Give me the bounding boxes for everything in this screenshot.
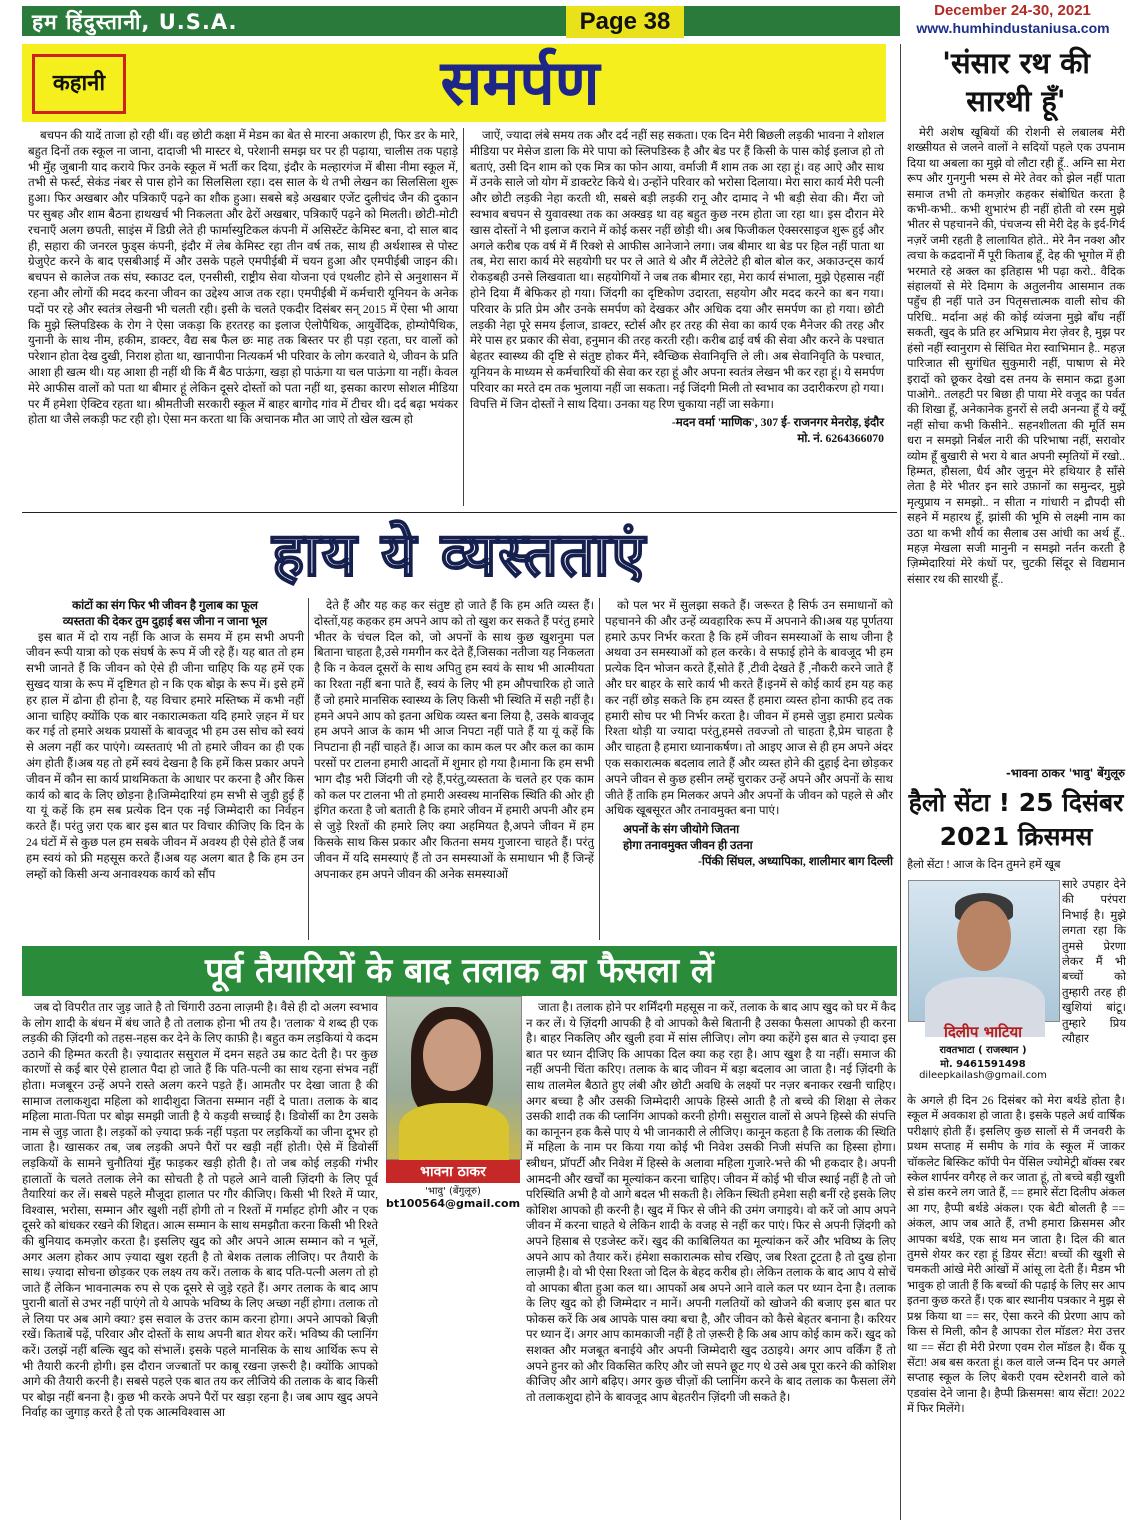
author-caption-bhavna: [386, 1160, 520, 1218]
story2-subhead-2: व्यस्तता की देकर तुम दुहाई बस जीना न जाना भूल: [62, 614, 268, 628]
poem-title: [905, 44, 1127, 120]
santa-headline: [905, 786, 1127, 854]
story1-phone: मो. नं. 6264366070: [797, 432, 884, 446]
santa-body-text: के अगले ही दिन 26 दिसंबर को मेरा बर्थडे होता है। स्कूल में अवकाश हो जाता है। इसके पहले अर्ध वार्षिक परीक्षाएं होती हैं। इसलिए कुछ सालों से मैं जनवरी के प्रथम सप्ताह में समीप के गांव के स्कूल में जाकर चॉकलेट बिस्किट कॉपी पेन पेंसिल ज्योमेट्री बॉक्स रबर स्केल शार्पनर वगैरह ले कर जाता हूं, तो बच्चे बड़ी खुशी से डांस करने लग जाते हैं, == हमारे सेंटा दिलीप अंकल आ गए, हैप्पी बर्थडे अंकल। एक बेटी बोलती है == अंकल, आप जब आते हैं, तभी हमारा क्रिसमस और आपका बर्थडे, एक साथ मन जाता है। दिल की बात तुमसे शेयर कर रहा हूं डियर सेंटा! बच्चों की खुशी से चमकती आंखे मेरी आंखों में आंसू ला देती हैं। मैडम भी भावुक हो जाती हैं कि बच्चों की पढ़ाई के लिए सर आप इतना कुछ करते हैं। एक बार स्थानीय पत्रकार ने मुझ से प्रश्न किया था == सर, ऐसा करने की प्रेरणा आप को किस से मिली, कौन है आपका रोल मॉडल? मेरा उत्तर था == सेंटा ही मेरी प्रेरणा एवम रोल मॉडल है। थैंक यू सेंटा! अब बस करता हूं। कल वाले जन्म दिन पर अगले सप्ताह स्कूल के लिए बेकरी एवम स्टेशनरी वाले को एडवांस देने जाना है। हैप्पी क्रिसमस! बाय सेंटा! 2022 में फिर मिलेंगे।: [907, 1095, 1125, 1416]
story2-col1-text: इस बात में दो राय नहीं कि आज के समय में हम सभी अपनी जीवन रूपी यात्रा को एक संघर्ष के रूप में जी रहे हैं। यह बात तो हम सभी जानते हैं कि जीवन को ऐसे ही जीना चाहिए कि यह हमें एक सुखद यात्रा के रूप में दृष्टिगत हो न कि एक बोझ के रूप में। इसे हमें हर हाल में ढोना ही होना है, यह विचार हमारे मस्तिष्क में कभी नहीं आना चाहिए क्योंकि एक बार नकारात्मकता यदि हमारे ज़हन में घर कर गई तो हमारे अथक प्रयासों के बावजूद भी हम उस सोच को स्वयं से अलग नहीं कर पाएंगे। व्यस्तताएं भी तो हमारे जीवन का ही एक अंग होती हैं।अब यह तो हमें स्वयं देखना है कि हमें किस प्रकार अपने जीवन में कौन सा कार्य प्राथमिकता के आधार पर करना है और किस कार्य को बाद के लिए छोड़ना है।जिम्मेदारियां हम सभी से जुड़ी हुई हैं या यूं कहें कि हम सब प्रत्येक दिन एक नई जिम्मेदारी का निर्वहन करते हैं। परंतु ज़रा एक बार इस बात पर विचार कीजिए कि दिन के 24 घंटों में से कुछ पल हम सबके जीवन में अवश्य ही ऐसे होते हैं जब हम स्वयं को फ्री महसूस करते हैं।अब यह अलग बात है कि हम उन लम्हों को किसी अन्य अनावश्यक कार्य को सौंप: [26, 630, 304, 881]
sidebar-divider: [900, 44, 901, 1520]
section-divider: [22, 512, 897, 513]
santa-side-column: [1062, 878, 1126, 1090]
caption-name: भावना ठाकर: [386, 1160, 520, 1183]
story2-col3-text: को पल भर में सुलझा सकते हैं। जरूरत है सिर्फ उन समाधानों को पहचानने की और उन्हें व्यवहारिक रूप में अपनाने की।अब यह पूर्णतया हमारे ऊपर निर्भर करता है कि हमें जीवन समस्याओं के साथ जीना है अथवा उन समस्याओं को हल करके। वे सफाई होने के बावजूद भी हम प्रत्येक दिन भोजन करते हैं,सोते हैं ,टीवी देखते हैं ,नौकरी करने जाते हैं और घर बाहर के सारे कार्य भी करते हैं।इनमें से कोई कार्य हम यह कह कर नहीं छोड़ सकते कि हम व्यस्त हैं हमारा व्यस्त होना काफी हद तक हमारी सोच पर भी निर्भर करता है। जीवन में हमसे जुड़ा हमारा प्रत्येक रिश्ता थोड़ी या ज्यादा परंतु,हमसे तवज्जो तो चाहता है,प्रेम चाहता है और चाहता है हमारा ध्यानाकर्षण। तो आइए आज से ही हम अपने अंदर एक सकारात्मक बदलाव लाते हैं और व्यस्त होने की दुहाई देना छोड़कर अपने जीवन से कुछ हसीन लम्हें चुराकर उन्हें अपने और अपनों के साथ जीते हैं ताकि हम मिलकर अपने और अपनों के जीवन को पहले से और अधिक खूबसूरत और तनावमुक्त बना पाएं।: [605, 599, 893, 818]
santa-side-text: सारे उपहार देने की परंपरा निभाई है। मुझे लगता रहा कि तुमसे प्रेरणा लेकर मैं भी बच्चों को तुम्हारी तरह ही खुशियां बांटू।तुम्हारे प्रिय त्यौहार: [1062, 879, 1126, 1046]
story3-col1-text: जब दो विपरीत तार जुड़ जाते है तो चिंगारी उठना लाज़मी है। वैसे ही दो अलग स्वभाव के लोग शादी के बंधन में बंध जाते है तो तलाक होना भी तय है। 'तलाक' ये शब्द ही एक लड़की की ज़िंदगी को तहस-नहस कर देने के लिए काफ़ी है। बहुत कम लड़कियां ये कदम उठाने की हिम्मत करती है। ज़्यादातर ससुराल में दमन सहते उम्र काट देती है। पर कुछ कारणों से कई बार ऐसे हालात पैदा हो जाते हैं कि पति-पत्नी का साथ रहना संभव नहीं होता। मजबूरन उन्हें अपने रास्ते अलग करने पड़ते हैं। आमतौर पर देखा जाता है की सामाज तलाकशुदा महिला को शादीशुदा जितना सम्मान नहीं दे पाता। तलाक के बाद महिला माता-पिता पर बोझ समझी जाती है ये कड़वी सच्चाई है। डिवोर्सी का टैग उसके नाम से जुड़ जाता है। लड़कों को ज़्यादा फ़र्क नहीं पड़ता पर लड़कियों का जीना दूभर हो जाता है। खासकर तब, जब लड़की अपने पैरों पर खड़ी नहीं होती। ऐसे में डिवोर्सी लड़कियों के सामने चुनौतियां मुँह फाड़कर खड़ी होती है। तो जब कोई लड़की गंभीर हालातों के चलते तलाक लेने का सोचती है तो पहले आने वाली ज़िंदगी के लिए पूर्व तैयारियां कर लें। सबसे पहले मौजूदा हालात पर गौर कीजिए। किसी भी रिश्ते में प्यार, विश्वास, भरोसा, सम्मान और खुशी नहीं होगी तो न रिश्तों में गर्माहट होगी और न एक दूसरे को बांधकर रखने की शिद्दत। आत्म सम्मान के साथ समझौता करना किसी भी रिश्ते की बुनियाद कमज़ोर करता है। इसलिए खुद को और अपने आत्म सम्मान को न भूलें, अगर अलग होकर आप ज़्यादा खुश रहती है तो बेशक तलाक लीजिए। पर तैयारी के साथ। ज़्यादा सोचना छोड़कर एक लक्ष्य तय करें। तलाक के बाद पति-पत्नी अलग तो हो जाते हैं लेकिन भावनात्मक रुप से एक दूसरे से जुड़े रहते हैं। अगर तलाक के बाद आप पुरानी बातों से उभर नहीं पाएंगे तो ये आपके भविष्य के लिए अच्छा नहीं होगा। तलाक तो ले लिया पर अब आगे क्या? इस सवाल के उत्तर काम करना होगा। अपने आपको बिज़ी रखें। किताबें पढ़ें, परिवार और दोस्तों के साथ अपनी बात शेयर करें। भविष्य की प्लानिंग करें। उलझें नहीं बल्कि खुद को संभालें। इसके पहले मानसिक के साथ आर्थिक रूप से भी तैयारी करनी होगी। इस दौरान जज्बातों पर काबू रखना ज़रूरी है। क्योंकि आपको आगे की तैयारी करनी है। सबसे पहले एक बात तय कर लीजिये की तलाक के बाद किसी पर बोझ नहीं बनना है। कुछ भी करके अपने पैरों पर खड़ा रहना है। जब आप खुद अपने निर्वाह का जुगाड़ करते है तो एक आत्मविश्वास आ: [22, 1001, 378, 1420]
masthead-title: हम हिंदुस्तानी, U.S.A.: [32, 10, 238, 34]
story2-author: -पिंकी सिंघल, अध्यापिका, शालीमार बाग दिल्ली: [697, 854, 893, 868]
author-caption-dilip: [908, 1022, 1058, 1081]
caption-phone: मो. 9461591498: [940, 1059, 1026, 1070]
caption-name: दिलीप भाटिया: [943, 1023, 1023, 1041]
poem-text: मेरी अशेष खूबियों की रोशनी से लबालब मेरी शख्सीयत से जलने वालों ने सदियों पहले एक उपनाम दिया था अबला का मुझे वो लौटा रही हूँ.. अग्नि सा मेरा रूप और गुनगुनी भस्म से मेरे तेवर को झेल नहीं पाता समाज तभी तो कमज़ोर कहकर संबोधित करता है कभी-कभी.. कभी शुभारंभ ही नहीं होती वो रस्म मुझे भीतर से पहचानने की, पंचजन्य सी मेरी देह के इर्द-गिर्द नज़रें जमी रहती है लालायित होते.. मेरे नैन नक्श और त्वचा के कद्रदानों मैं पूरी किताब हूँ, देह की भूगोल में ही भरमाते रहे अक्ल का इतिहास भी पढ़ा करो.. वैदिक संहालयों से मेरे दिमाग के अतुलनीय आसमान तक पहुँच ही नहीं पाते उन पितृसत्तात्मक वाली सोच की परिधि.. मर्दाना अहं की कोई व्यंजना मुझे बाँध नहीं सकती, खुद के प्रति हर अभिप्राय मेरा ज़ेवर है, मुझ पर हंसो नहीं स्वानुराग से सिंचित मेरा स्वाभिमान है.. महज़ पारिजात सी सुगंधित सुकुमारी नहीं, पाषाण से मेरे इरादों को छूकर देखो दस तनय के समान कद्रा हुआ पाओगे.. तलहटी पर बिछा ही पाया मेरे वजूद का पर्वत की शिखा हूँ, अनेकानेक हुनरों से लदी अनन्या हूँ ये क्यूँ नहीं सोचा कभी किसीने.. सहनशीलता की मूर्ति सम धरा न समझो निर्बल नारी की परिभाषा नहीं, सरावोर व्योम हूँ बुखारी से भरा ये बात अपनी स्मृतियों में रखो.. हिम्मत, हौसला, धैर्य और जुनून मेरे हथियार है साँसे लेता है मेरे भीतर इन सारे उफ़ानों का समुन्दर, मुझे मृत्युप्राय न समझो.. न सीता न गांधारी न द्रौपदी सी सहने में महारथ हूँ, झांसी की भूमि से लक्ष्मी नाम का उठा था कभी शौर्य का सैलाब उस आंधी का अर्थ हूँ.. महज़ मेखला सजी मानुनी न समझो नर्तन करती है ज़िम्मेदारियां मेरे कंधों पर, चुटकी सिंदूर से विद्यमान संसार रथ की सारथी हूँ..: [907, 127, 1125, 586]
story1-col1-text: बचपन की यादें ताजा हो रही थीं। वह छोटी कक्षा में मेडम का बेत से मारना अकारण ही, फिर डर के मारे, बहुत दिनों तक स्कूल ना जाना, दादाजी भी मास्टर थे, परेशानी समझ घर पर ही पढ़ाया, चालीस तक पहाड़े भी मुँह जुबानी याद कराये फिर उनके स्कूल में भर्ती कर दिया, इंदौर के मल्हारगंज में बीसा नीमा स्कूल में, तभी से फर्स्ट, सेकंड नंबर से पास होने का सिलसिला रहा। दस साल के थे तभी लेखन का सिलसिला शुरू हुआ। फिर अखबार और पत्रिकाएँ पढ़ने का शौक हुआ। सबसे बड़े अखबार एजेंट दुलीचंद जैन की दुकान पर सुबह और शाम बैठना हाथखर्च भी निकलता और ढेरों अखबार, पत्रिकाएँ पढ़ने को मिलती। छोटी-मोटी रचनाएँ अलग छपती, साइंस में डिग्री लेते ही फार्मास्युटिकल कंपनी में असिस्टेंट केमिस्ट बना, दो साल बाद ही, सहारा की जनरल फुड्स कंपनी, इंदौर में लेब केमिस्ट रहा तीन वर्ष तक, साथ ही अर्थशास्त्र से पोस्ट ग्रेजुऐट करने के बाद एसबीआई में और उसके पहले एमपीईबी में चयन हुआ और एमपीईबी जाइन की। बचपन से कालेज तक संघ, स्काउट दल, एनसीसी, राष्ट्रीय सेवा योजना एवं एथलीट होने से अनुशासन में रहना और लोगों की मदद करना जीवन का उद्देश्य आज तक रहा। एमपीईबी में कर्मचारी यूनियन के अनेक पदों पर रहे और स्वतंत्र लेखनी भी चलती रही। इसी के चलते एकदीर दिसंबर सन् 2015 में ऐसा भी आया कि मुझे स्लिपडिस्क के रोग ने ऐसा जकड़ा कि हरतरह का इलाज ऐलोपैथिक, आयुर्वेदिक, होम्योपैथिक, युनानी के साथ नीम, हकीम, डाक्टर, वैद्य सब फैल छः माह तक बिस्तर पर ही पड़ा रहता, घर वालों को परेशान होता देख दुखी, निराश होता था, खानापीना नित्यकर्म भी परिवार के लोग करवाते थे, जीवन के प्रति आशा ही खत्म थी। यह आशा ही नहीं थी कि मैं बैठ पाऊंगा, खड़ा हो पाऊंगा या चल पाऊंगा या नहीं। केवल मेरे आफीस वालों को पता था बीमार हूं लेकिन दूसरे दोस्तों को पता नहीं था, इसका कारण सोशल मीडिया पर मैं हमेशा ऐक्टिव रहता था। श्रीमतीजी सरकारी स्कूल में बाहर बागोद गांव में टीचर थी। दर्द बढ़ा भयंकर होता था जैसे लकड़ी फट रही हो। ऐसा मन करता था कि अचानक मौत आ जाऐ तो खेल खत्म हो: [28, 129, 458, 427]
santa-title-line-1: हैलो सेंटा ! 25 दिसंबर: [908, 788, 1124, 817]
poem-title-line-2: सारथी हूँ': [966, 84, 1066, 118]
poem-title-line-1: 'संसार रथ की: [942, 46, 1090, 80]
column-divider: [308, 598, 309, 940]
story2-column-2: [314, 598, 594, 940]
column-divider: [463, 128, 464, 506]
story3-column-1-top: [22, 1000, 378, 1420]
author-photo-bhavna: [386, 996, 522, 1160]
story1-headline: समर्पण: [440, 46, 600, 119]
santa-title-line-2: 2021 क्रिसमस: [939, 822, 1093, 851]
story1-col2-text: जाऐं, ज्यादा लंबे समय तक और दर्द नहीं सह सकता। एक दिन मेरी बिछली लड़की भावना ने शोशल मीडिया पर मेसेज डाला कि मेरे पापा को स्लिपडिस्क है और बेड पर हैं किसी के पास कोई इलाज हो तो बताएं, उसी दिन शाम को एक मित्र का फोन आया, वर्माजी मैं शाम तक आ रहा हूं। वह आऐ और साथ में उनके साले जो योग में डाक्टरेट किये थे। उन्होंने परिवार को भरोसा दिलाया। मेरा सारा कार्य मेरी पत्नी और छोटी लड़की नेहा करती थी, सबसे बड़ी लड़की रानू और दामाद ने भी बड़ी सेवा की। मैंरा जो स्वभाव बचपन से युवावस्था तक का अक्खड़ था वह बहुत कुछ नरम होता जा रहा था। इस दौरान मेरे खास दोस्तों ने भी इलाज कराने में कोई कसर नहीं छोड़ी थी। अब फिजीकल ऐक्सरसाइज शुरू हुई और अगले करीब एक वर्ष में मैं रिक्शे से आफीस आनेजाने लगा। जब बीमार था बेड पर हिल नहीं पाता था तब, मेरा सारा कार्य मेरे सहयोगी घर पर ले आते थे और मैं लेटेलेटे ही बोल बोल कर, अकाउन्ट्स कार्य रोकड़बही उनसे लिखवाता था। सहयोगियों ने जब तक बीमार रहा, मेरा कार्य संभाला, मुझे ऐहसास नहीं होने दिया मैं बेफिकर हो गया। जिंदगी का दृष्टिकोण उदारता, सहयोग और मदद करने का बन गया। परिवार के प्रति प्रेम और उनके समर्पण को देखकर और अधिक दया और समर्पण का हो गया। छोटी लड़की नेहा पूरे समय ईलाज, डाक्टर, स्टोर्स और हर तरह की सेवा का कार्य एक मैनेजर की तरह और मेरे पास हर प्रकार की सेवा, हनुमान की तरह करती रही। करीब ढाई वर्ष की सेवा और करने के पश्चात बेहतर स्वास्थ्य की दृष्टि से संतुष्ट होकर मैंने, स्वैच्छिक सेवानिवृत्ति ले ली। अब सेवानिवृति के पश्चात, यूनियन के माध्यम से कर्मचारियों की सेवा कर रहा हूं और अपना स्वतंत्र लेखन भी कर रहा हूं। ये समर्पण परिवार का मरते दम तक भुलाया नहीं जा सकता। नई जिंदगी मिली तो स्वभाव का उदारीकरण हो गया। विपत्ति में जिन दोस्तों ने साथ दिया। उनका यह रिण चुकाया नहीं जा सकेगा।: [470, 129, 884, 411]
author-photo-dilip: [908, 880, 1060, 1022]
santa-intro: [907, 858, 1125, 876]
caption-email[interactable]: bt100564@gmail.com: [386, 1197, 521, 1210]
poem-author: -भावना ठाकर 'भावु' बेंगुलूरु: [1005, 766, 1125, 780]
story1-column-1: [28, 128, 458, 506]
santa-intro-text: हैलो सेंटा ! आज के दिन तुमने हमें खूब: [907, 859, 1061, 871]
story2-column-3: [605, 598, 893, 940]
caption-email[interactable]: dileepkailash@gmail.com: [919, 1070, 1047, 1081]
page-number-label: Page 38: [566, 6, 684, 38]
story2-closing-2: होगा तनावमुक्त जीवन ही उतना: [623, 838, 753, 852]
story2-col2-text: देते हैं और यह कह कर संतुष्ट हो जाते हैं कि हम अति व्यस्त हैं।दोस्तों,यह कहकर हम अपने आप को तो खुश कर सकते हैं परंतु हमारे भीतर के चंचल दिल को, जो अपनों के साथ कुछ खुशनुमा पल बिताना चाहता है,उसे गमगीन कर देते हैं,जिसका नतीजा यह निकलता है कि न केवल दूसरों के साथ अपितु हम स्वयं के साथ भी आत्मीयता का रिश्ता नहीं बना पाते हैं, स्वयं के लिए भी हम औपचारिक हो जाते हैं जो हमारे मानसिक स्वास्थ्य के लिए किसी भी स्थिति में सही नहीं है। हमने अपने आप को इतना अधिक व्यस्त बना लिया है, उसके बावजूद हम अपने आज के काम भी आज निपटा नहीं पाते हैं या यूं कहें कि निपटाना ही नहीं चाहते हैं। आज का काम कल पर और कल का काम परसों पर टालना हमारी आदतों में शुमार हो गया है।माना कि हम सभी भाग दौड़ भरी जिंदगी जी रहे हैं,परंतु,व्यस्तता के चलते हर एक काम को कल पर टालना भी तो हमारी अस्वस्थ मानसिक स्थिति की ओर ही इंगित करता है जो बताती है कि हमारे जीवन में हमारी अपनी और हम से जुड़े रिश्तों की हमारे लिए क्या अहमियत है,अपने जीवन में हम किसके साथ किस प्रकार और कितना समय गुजारना चाहते हैं। परंतु जीवन में यदि समस्याएं हैं तो उन समस्याओं के समाधान भी हैं जिन्हें अपनाकर हम अपने जीवन की अनेक समस्याओं: [314, 599, 594, 881]
story3-col2-text: जाता है। तलाक होने पर शर्मिंदगी महसूस ना करें, तलाक के बाद आप खुद को घर में कैद न कर लें। ये ज़िंदगी आपकी है वो आपको कैसे बितानी है उसका फैसला आपको ही करना है। बाहर निकलिए और खुली हवा में सांस लीजिए। लोग क्या कहेंगे इस बात से ज़्यादा इस बात पर ध्यान दीजिए कि आपका दिल क्या कह रहा है। आप खुश है या नहीं। समाज की नहीं अपनी चिंता करिए। तलाक के बाद जीवन में बड़ा बदलाव आ जाता है। नई ज़िंदगी के साथ तालमेल बैठाते हुए लंबी और छोटी अवधि के लक्ष्यों पर नज़र बनाकर रखनी चाहिए। अगर बच्चा है और उसकी जिम्मेदारी आपके हिस्से आती है तो बच्चे की शिक्षा से लेकर उसकी शादी तक की प्लानिंग आपको करनी होगी। ससुराल वालों से अपने हिस्से की संपत्ति का कानूनन हक कैसे पाए ये भी जानकारी ले लीजिए। कानून कहता है कि तलाक की स्थिति में महिला के नाम पर किया गया कोई भी निवेश उसकी निजी संपत्ति का हिस्सा होगा। स्त्रीधन, प्रॉपर्टी और निवेश में हिस्से के अलावा महिला गुजारे-भत्ते की भी हकदार है। अपनी आमदनी और खर्चों का मूल्यांकन करना चाहिए। जीवन में कोई भी चीज स्थाई नहीं है तो जो परिस्थिति अभी है वो आगे बदल भी सकती है। लेकिन स्थिती हमेशा सही बनीं रहे इसके लिए कोशिश आपको ही करनी है। खुद में फिर से जीने की उमंग जगाइये। वो करें जो आप अपने जीवन में करना चाहते थे लेकिन शादी के वजह से नहीं कर पाएं। फिर से अपनी ज़िंदगी को अपने हिसाब से एडजेस्ट करें। खुद की काबिलियत का मूल्यांकन करें और भविष्य के लिए अपने आप को तैयार करें। हंमेशा सकारात्मक सोच रखिए, जब रिश्ता टूटता है तो दुख होना लाज़मी है। वो भी ऐसा रिश्ता जो दिल के बेहद करीब हो। लेकिन तलाक के बाद आप ये सोचें वो आपका बीता हुआ कल था। आपकों अब अपने आने वाले कल पर ध्यान देना है। तलाक के लिए खुद को ही जिम्मेदार न मानें। अपनी गलतियों को खोजने की बजाए इस बात पर फोकस करें कि अब आपके पास क्या बचा है, और जीवन को कैसे बेहतर बनाना है। करियर पर ध्यान दें। अगर आप कामकाजी नहीं है तो ज़रूरी है कि अब आप कोई काम करें। खुद को सशक्त और मजबूत बनाईये और अपनी जिम्मेदारी खुद उठाइये। अगर आप वर्किंग हैं तो अपने हुनर को और विकसित करिए और जो सपने छूट गए थे उसे अब पूरा करने की कोशिश कीजिए और आगे बढ़िए। अगर कुछ चीज़ों की प्लानिंग करने के बाद तलाक का फैसला लेंगे तो तलाकशुदा होने के बावजूद आप बेहतरीन ज़िंदगी जी सकते है।: [526, 1001, 896, 1404]
story2-headline: हाय ये व्यस्तताएं: [272, 520, 647, 590]
issue-date: December 24-30, 2021: [934, 2, 1091, 19]
poem-body: [907, 126, 1125, 766]
story2-column-1: [26, 598, 304, 940]
column-divider: [599, 598, 600, 940]
caption-location: रावतभाटा ( राजस्थान ): [939, 1045, 1027, 1056]
story2-closing-1: अपनों के संग जीयोगे जितना: [623, 823, 740, 837]
story1-column-2: [470, 128, 884, 506]
story2-subhead-1: कांटों का संग फिर भी जीवन है गुलाब का फूल: [72, 599, 258, 612]
website-link[interactable]: www.humhindustaniusa.com: [916, 20, 1110, 36]
caption-location: 'भावु' (बेंगुलूरु): [425, 1186, 481, 1197]
story3-column-2: [526, 1000, 896, 1520]
story3-headline: पूर्व तैयारियों के बाद तलाक का फैसला लें: [205, 951, 714, 991]
santa-body: [907, 1094, 1125, 1520]
category-tag: कहानी: [32, 54, 126, 114]
story1-author: -मदन वर्मा 'माणिक', 307 ई- राजनगर मेनरोड़, इंदौर: [671, 416, 884, 430]
